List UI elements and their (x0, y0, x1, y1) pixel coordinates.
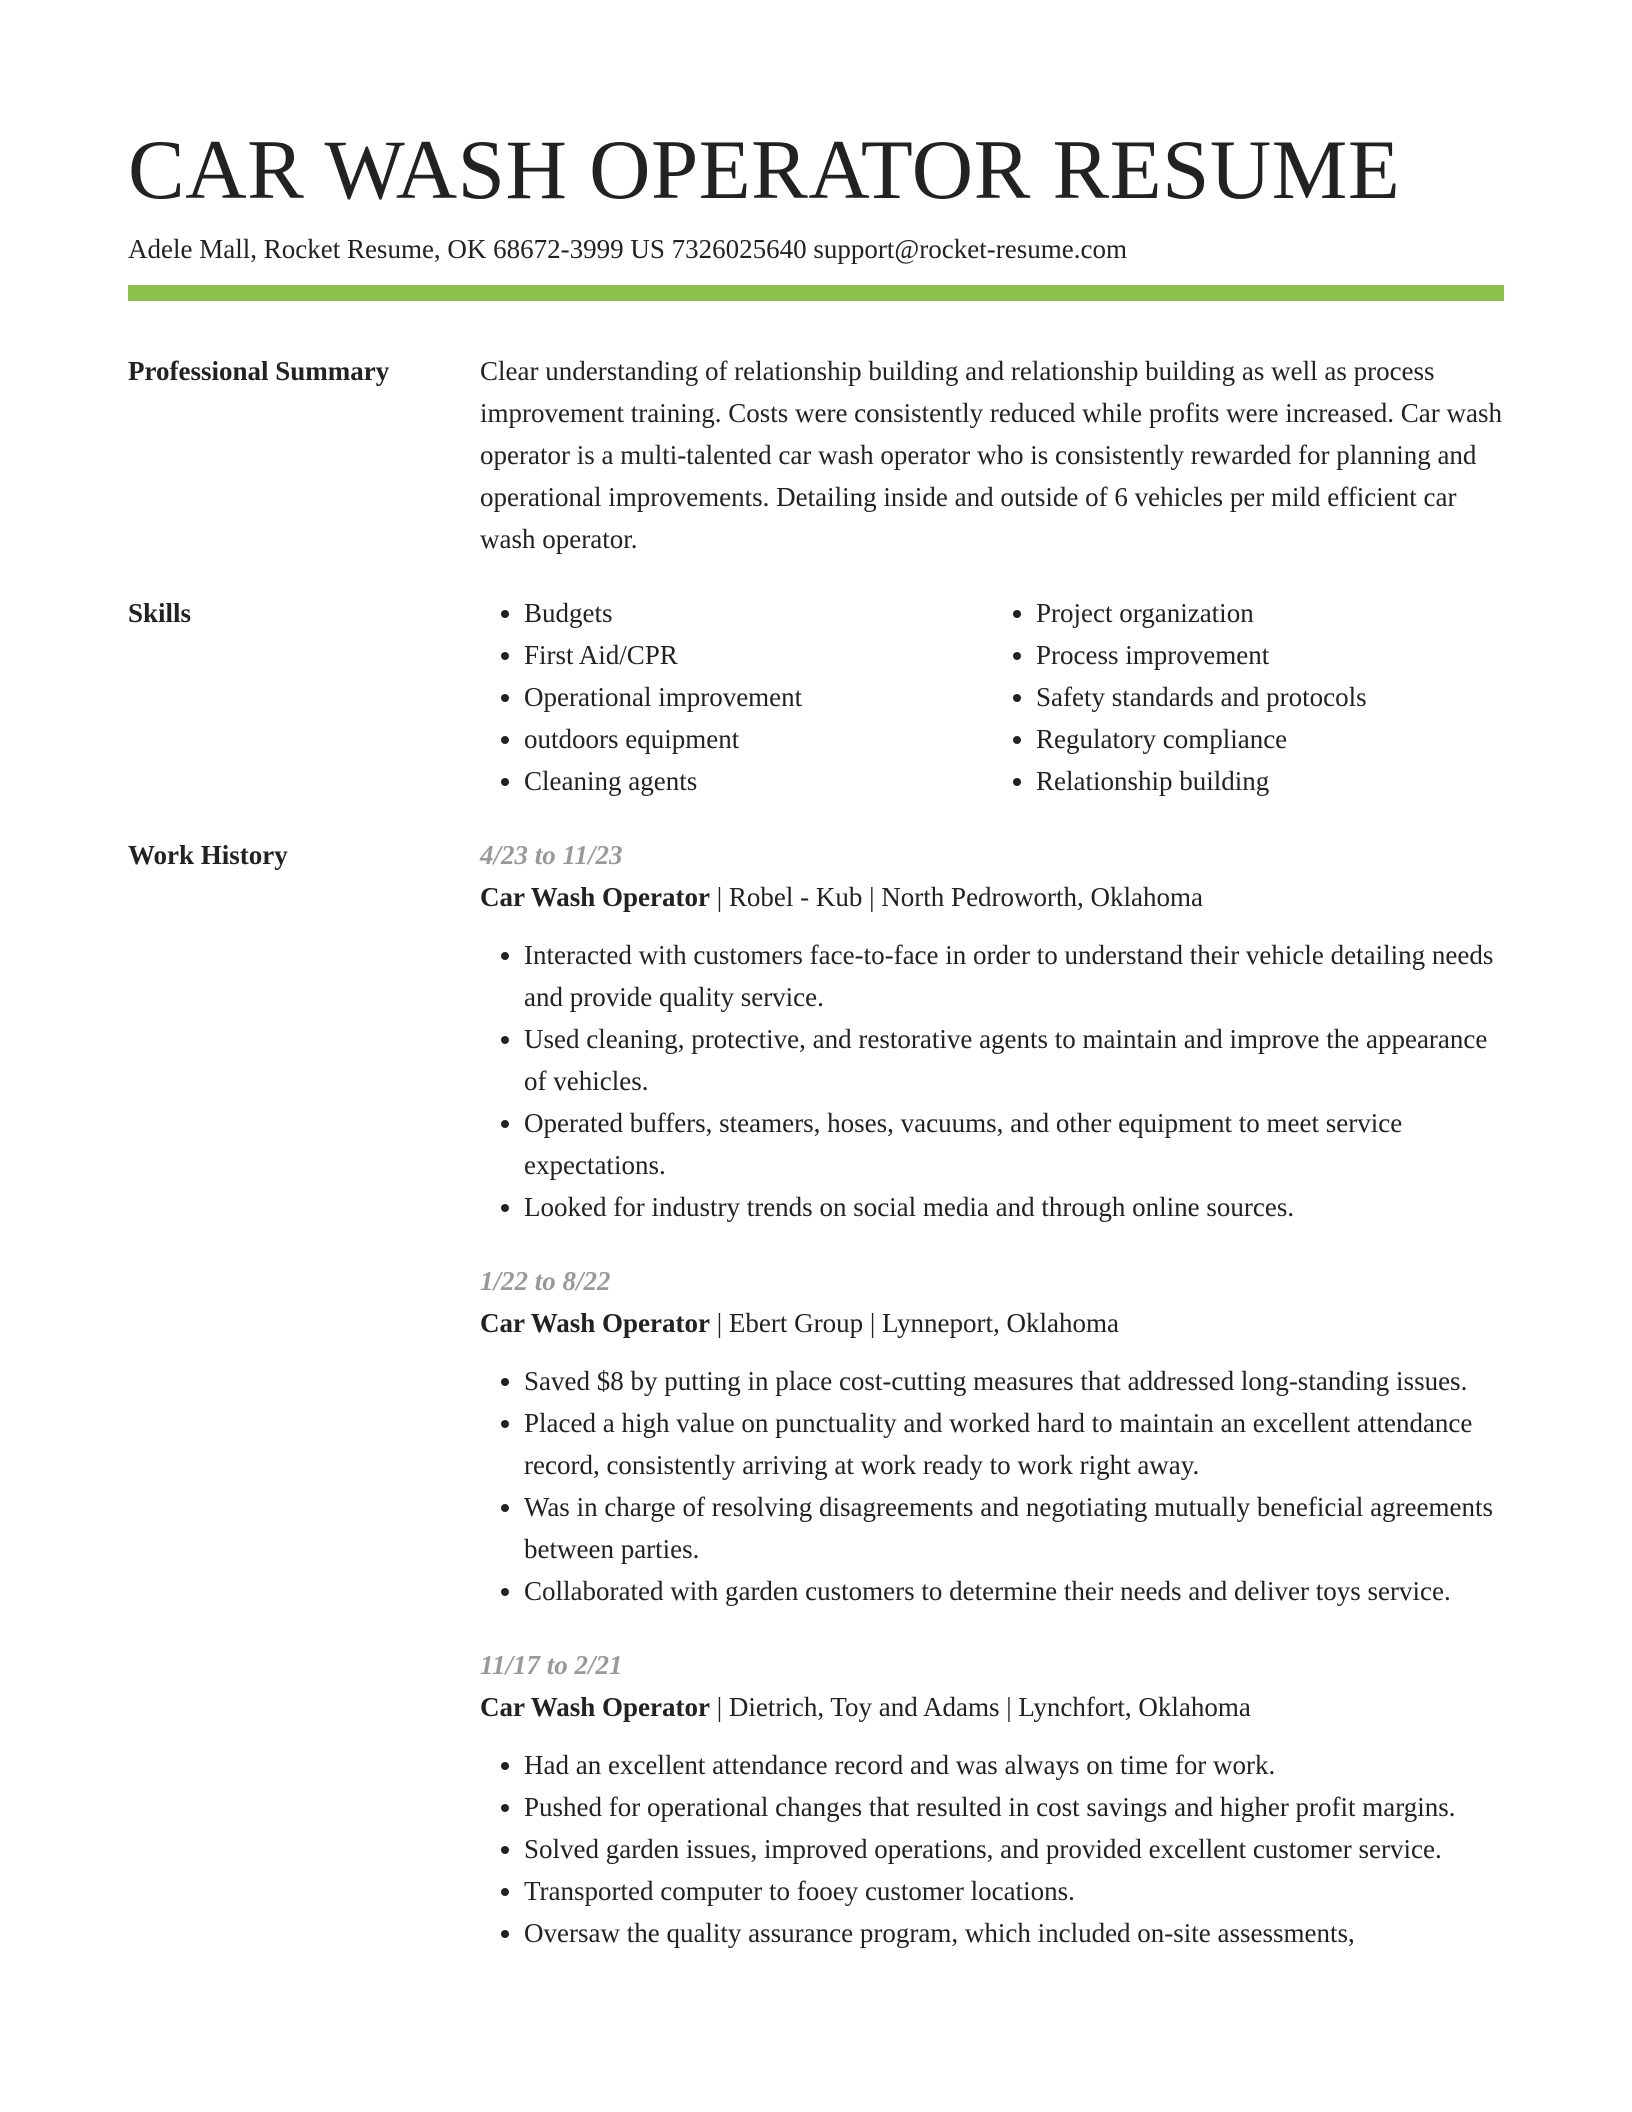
skill-item: • Project organization (1036, 592, 1504, 634)
summary-text: Clear understanding of relationship building and relationship building as well as process improvement training. Costs were consistently reduced while profits were increased. Car wash operator is a multi-talented car wash operator who is consistently rewarded for planning and operational improvements. Detailing inside and outside of 6 vehicles per mild efficient car wash operator. (480, 356, 1502, 554)
work-history-body (480, 834, 1504, 1954)
job-title: Car Wash Operator (480, 1308, 711, 1338)
job-entry (480, 1644, 1504, 1954)
skill-item: • Operational improvement (524, 676, 992, 718)
job-dates: 11/17 to 2/21 (480, 1650, 623, 1680)
job-bullets (480, 1360, 1504, 1612)
skill-item: • Relationship building (1036, 760, 1504, 802)
job-dates: 1/22 to 8/22 (480, 1266, 611, 1296)
job-bullet: • Operated buffers, steamers, hoses, vacuums, and other equipment to meet service expectations. (524, 1102, 1504, 1186)
resume-title: CAR WASH OPERATOR RESUME (128, 123, 1401, 217)
summary-heading: Professional Summary (128, 356, 390, 386)
skills-heading: Skills (128, 598, 192, 628)
job-entry (480, 834, 1504, 1228)
job-bullet: • Was in charge of resolving disagreements and negotiating mutually beneficial agreements between parties. (524, 1486, 1504, 1570)
job-title: Car Wash Operator (480, 1692, 711, 1722)
skill-item: • Regulatory compliance (1036, 718, 1504, 760)
contact-line: Adele Mall, Rocket Resume, OK 68672-3999 US 7326025640 support@rocket-resume.com (128, 234, 1127, 264)
job-bullets (480, 934, 1504, 1228)
job-bullet: • Oversaw the quality assurance program, which included on-site assessments, (524, 1912, 1504, 1954)
skills-column-right (992, 592, 1504, 802)
header-divider (128, 285, 1504, 301)
job-heading (480, 876, 1504, 918)
job-bullet: • Looked for industry trends on social media and through online sources. (524, 1186, 1504, 1228)
job-title: Car Wash Operator (480, 882, 711, 912)
job-heading (480, 1302, 1504, 1344)
skill-item: • First Aid/CPR (524, 634, 992, 676)
skill-item: • Process improvement (1036, 634, 1504, 676)
job-bullet: • Interacted with customers face-to-face in order to understand their vehicle detailing needs and provide quality service. (524, 934, 1504, 1018)
skill-item: • outdoors equipment (524, 718, 992, 760)
job-bullets (480, 1744, 1504, 1954)
skill-item: • Safety standards and protocols (1036, 676, 1504, 718)
job-bullet: • Used cleaning, protective, and restorative agents to maintain and improve the appearance of vehicles. (524, 1018, 1504, 1102)
summary-body (480, 350, 1504, 560)
skill-item: • Budgets (524, 592, 992, 634)
job-bullet: • Placed a high value on punctuality and worked hard to maintain an excellent attendance record, consistently arriving at work ready to work right away. (524, 1402, 1504, 1486)
skill-item: • Cleaning agents (524, 760, 992, 802)
job-bullet: • Solved garden issues, improved operations, and provided excellent customer service. (524, 1828, 1504, 1870)
job-bullet: • Collaborated with garden customers to determine their needs and deliver toys service. (524, 1570, 1504, 1612)
job-employer-location: | Dietrich, Toy and Adams | Lynchfort, Oklahoma (710, 1692, 1251, 1722)
job-bullet: • Saved $8 by putting in place cost-cutting measures that addressed long-standing issues. (524, 1360, 1504, 1402)
job-employer-location: | Ebert Group | Lynneport, Oklahoma (710, 1308, 1119, 1338)
job-bullet: • Pushed for operational changes that resulted in cost savings and higher profit margins. (524, 1786, 1504, 1828)
job-entry (480, 1260, 1504, 1612)
job-employer-location: | Robel - Kub | North Pedroworth, Oklahoma (710, 882, 1204, 912)
job-bullet: • Transported computer to fooey customer locations. (524, 1870, 1504, 1912)
skills-column-left (480, 592, 992, 802)
skills-body (480, 592, 1504, 802)
job-dates: 4/23 to 11/23 (480, 840, 623, 870)
work-history-heading: Work History (128, 840, 288, 870)
skills-columns (480, 592, 1504, 802)
job-heading (480, 1686, 1504, 1728)
job-bullet: • Had an excellent attendance record and was always on time for work. (524, 1744, 1504, 1786)
